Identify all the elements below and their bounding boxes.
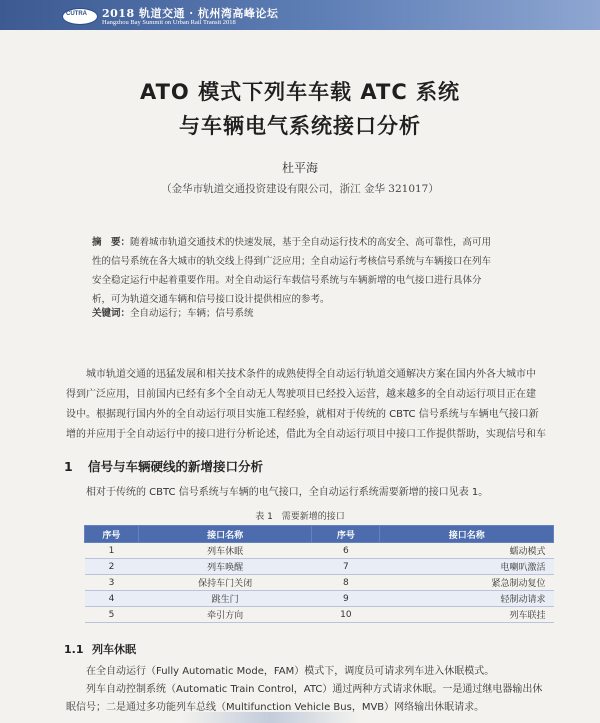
author-name: 杜平海 [281, 161, 318, 175]
cell-interface: 紧急制动复位 [380, 575, 554, 591]
logo-text: CUTRA [66, 11, 87, 17]
abstract-line: 性的信号系统在各大城市的轨交线上得到广泛应用；全自动运行考核信号系统与车辆接口在列车 [92, 256, 492, 267]
conference-title: 2018 轨道交通 · 杭州湾高峰论坛 [102, 7, 279, 20]
conference-subtitle: Hangzhou Bay Summit on Urban Rail Transit 2018 [102, 19, 236, 26]
cell-seq: 10 [312, 607, 380, 623]
abstract-label: 摘 要： [92, 237, 131, 248]
subsection-line: 眠信号；二是通过多功能列车总线（Multifunction Vehicle Bus，MVB）网络输出休眠请求。 [66, 702, 485, 713]
subsection-line: 列车自动控制系统（Automatic Train Control，ATC）通过两种方式请求休眠。一是通过继电器输出休 [86, 684, 543, 695]
header-seq: 序号 [312, 526, 380, 543]
header-seq: 序号 [85, 526, 139, 543]
footer-decoration [0, 712, 600, 723]
abstract-line: 析，可为轨道交通车辆和信号接口设计提供相应的参考。 [92, 294, 330, 305]
cell-seq: 8 [312, 575, 380, 591]
table-row [85, 607, 554, 623]
author-affiliation: （金华市轨道交通投资建设有限公司，浙江 金华 321017） [161, 183, 439, 195]
table-row [85, 575, 554, 591]
paper-title-line-1: ATO 模式下列车车载 ATC 系统 [139, 80, 461, 104]
intro-line: 城市轨道交通的迅猛发展和相关技术条件的成熟使得全自动运行轨道交通解决方案在国内外各大城市中 [86, 369, 536, 380]
cell-interface: 跳生门 [138, 591, 312, 607]
cell-interface: 列车休眠 [138, 543, 312, 559]
subsection-1-1-heading [64, 641, 136, 657]
cell-seq: 9 [312, 591, 380, 607]
subsection-number: 1.1 [64, 643, 84, 656]
subsection-line: 在全自动运行（Fully Automatic Mode，FAM）模式下，调度员可请求列车进入休眠模式。 [86, 666, 495, 677]
section-title: 信号与车辆硬线的新增接口分析 [88, 459, 264, 474]
cell-interface: 保持车门关闭 [138, 575, 312, 591]
cell-interface: 电喇叭激活 [380, 559, 554, 575]
abstract-line: 安全稳定运行中起着重要作用。对全自动运行车载信号系统与车辆新增的电气接口进行具体分 [92, 275, 482, 286]
cell-seq: 6 [312, 543, 380, 559]
section-1-heading [64, 457, 263, 475]
cell-seq: 5 [85, 607, 139, 623]
section-1-text: 相对于传统的 CBTC 信号系统与车辆的电气接口，全自动运行系统需要新增的接口见表 1。 [86, 487, 489, 498]
intro-line: 增的并应用于全自动运行中的接口进行分析论述，借此为全自动运行项目中接口工作提供帮助，实现信号和车 [66, 429, 546, 440]
abstract [92, 233, 512, 309]
cell-seq: 4 [85, 591, 139, 607]
table-caption: 表 1 需要新增的接口 [255, 512, 345, 522]
intro-line: 设中。根据现行国内外的全自动运行项目实施工程经验，就相对于传统的 CBTC 信号系统与车辆电气接口新 [66, 409, 539, 420]
keywords-text: 全自动运行；车辆；信号系统 [130, 308, 254, 319]
section-number: 1 [64, 459, 73, 474]
table-row [85, 559, 554, 575]
table-row [85, 591, 554, 607]
keywords [92, 305, 254, 319]
abstract-line: 随着城市轨道交通技术的快速发展，基于全自动运行技术的高安全、高可靠性，高可用 [130, 237, 492, 248]
cell-interface: 列车联挂 [380, 607, 554, 623]
cell-interface: 牵引方向 [138, 607, 312, 623]
cell-interface: 轻制动请求 [380, 591, 554, 607]
cell-seq: 2 [85, 559, 139, 575]
header-interface-name: 接口名称 [138, 526, 312, 543]
keywords-label: 关键词： [92, 308, 131, 319]
cell-seq: 1 [85, 543, 139, 559]
cell-seq: 7 [312, 559, 380, 575]
header-interface-name: 接口名称 [380, 526, 554, 543]
intro-line: 得到广泛应用，目前国内已经有多个全自动无人驾驶项目已经投入运营，越来越多的全自动运行项目正在建 [66, 389, 536, 400]
interface-table [84, 525, 554, 623]
cell-interface: 列车唤醒 [138, 559, 312, 575]
subsection-title: 列车休眠 [92, 643, 136, 656]
cell-interface: 蠕动模式 [380, 543, 554, 559]
cell-seq: 3 [85, 575, 139, 591]
conference-header-bar [0, 0, 600, 30]
table-header-row [85, 526, 554, 543]
paper-title-line-2: 与车辆电气系统接口分析 [179, 114, 421, 138]
table-row [85, 543, 554, 559]
